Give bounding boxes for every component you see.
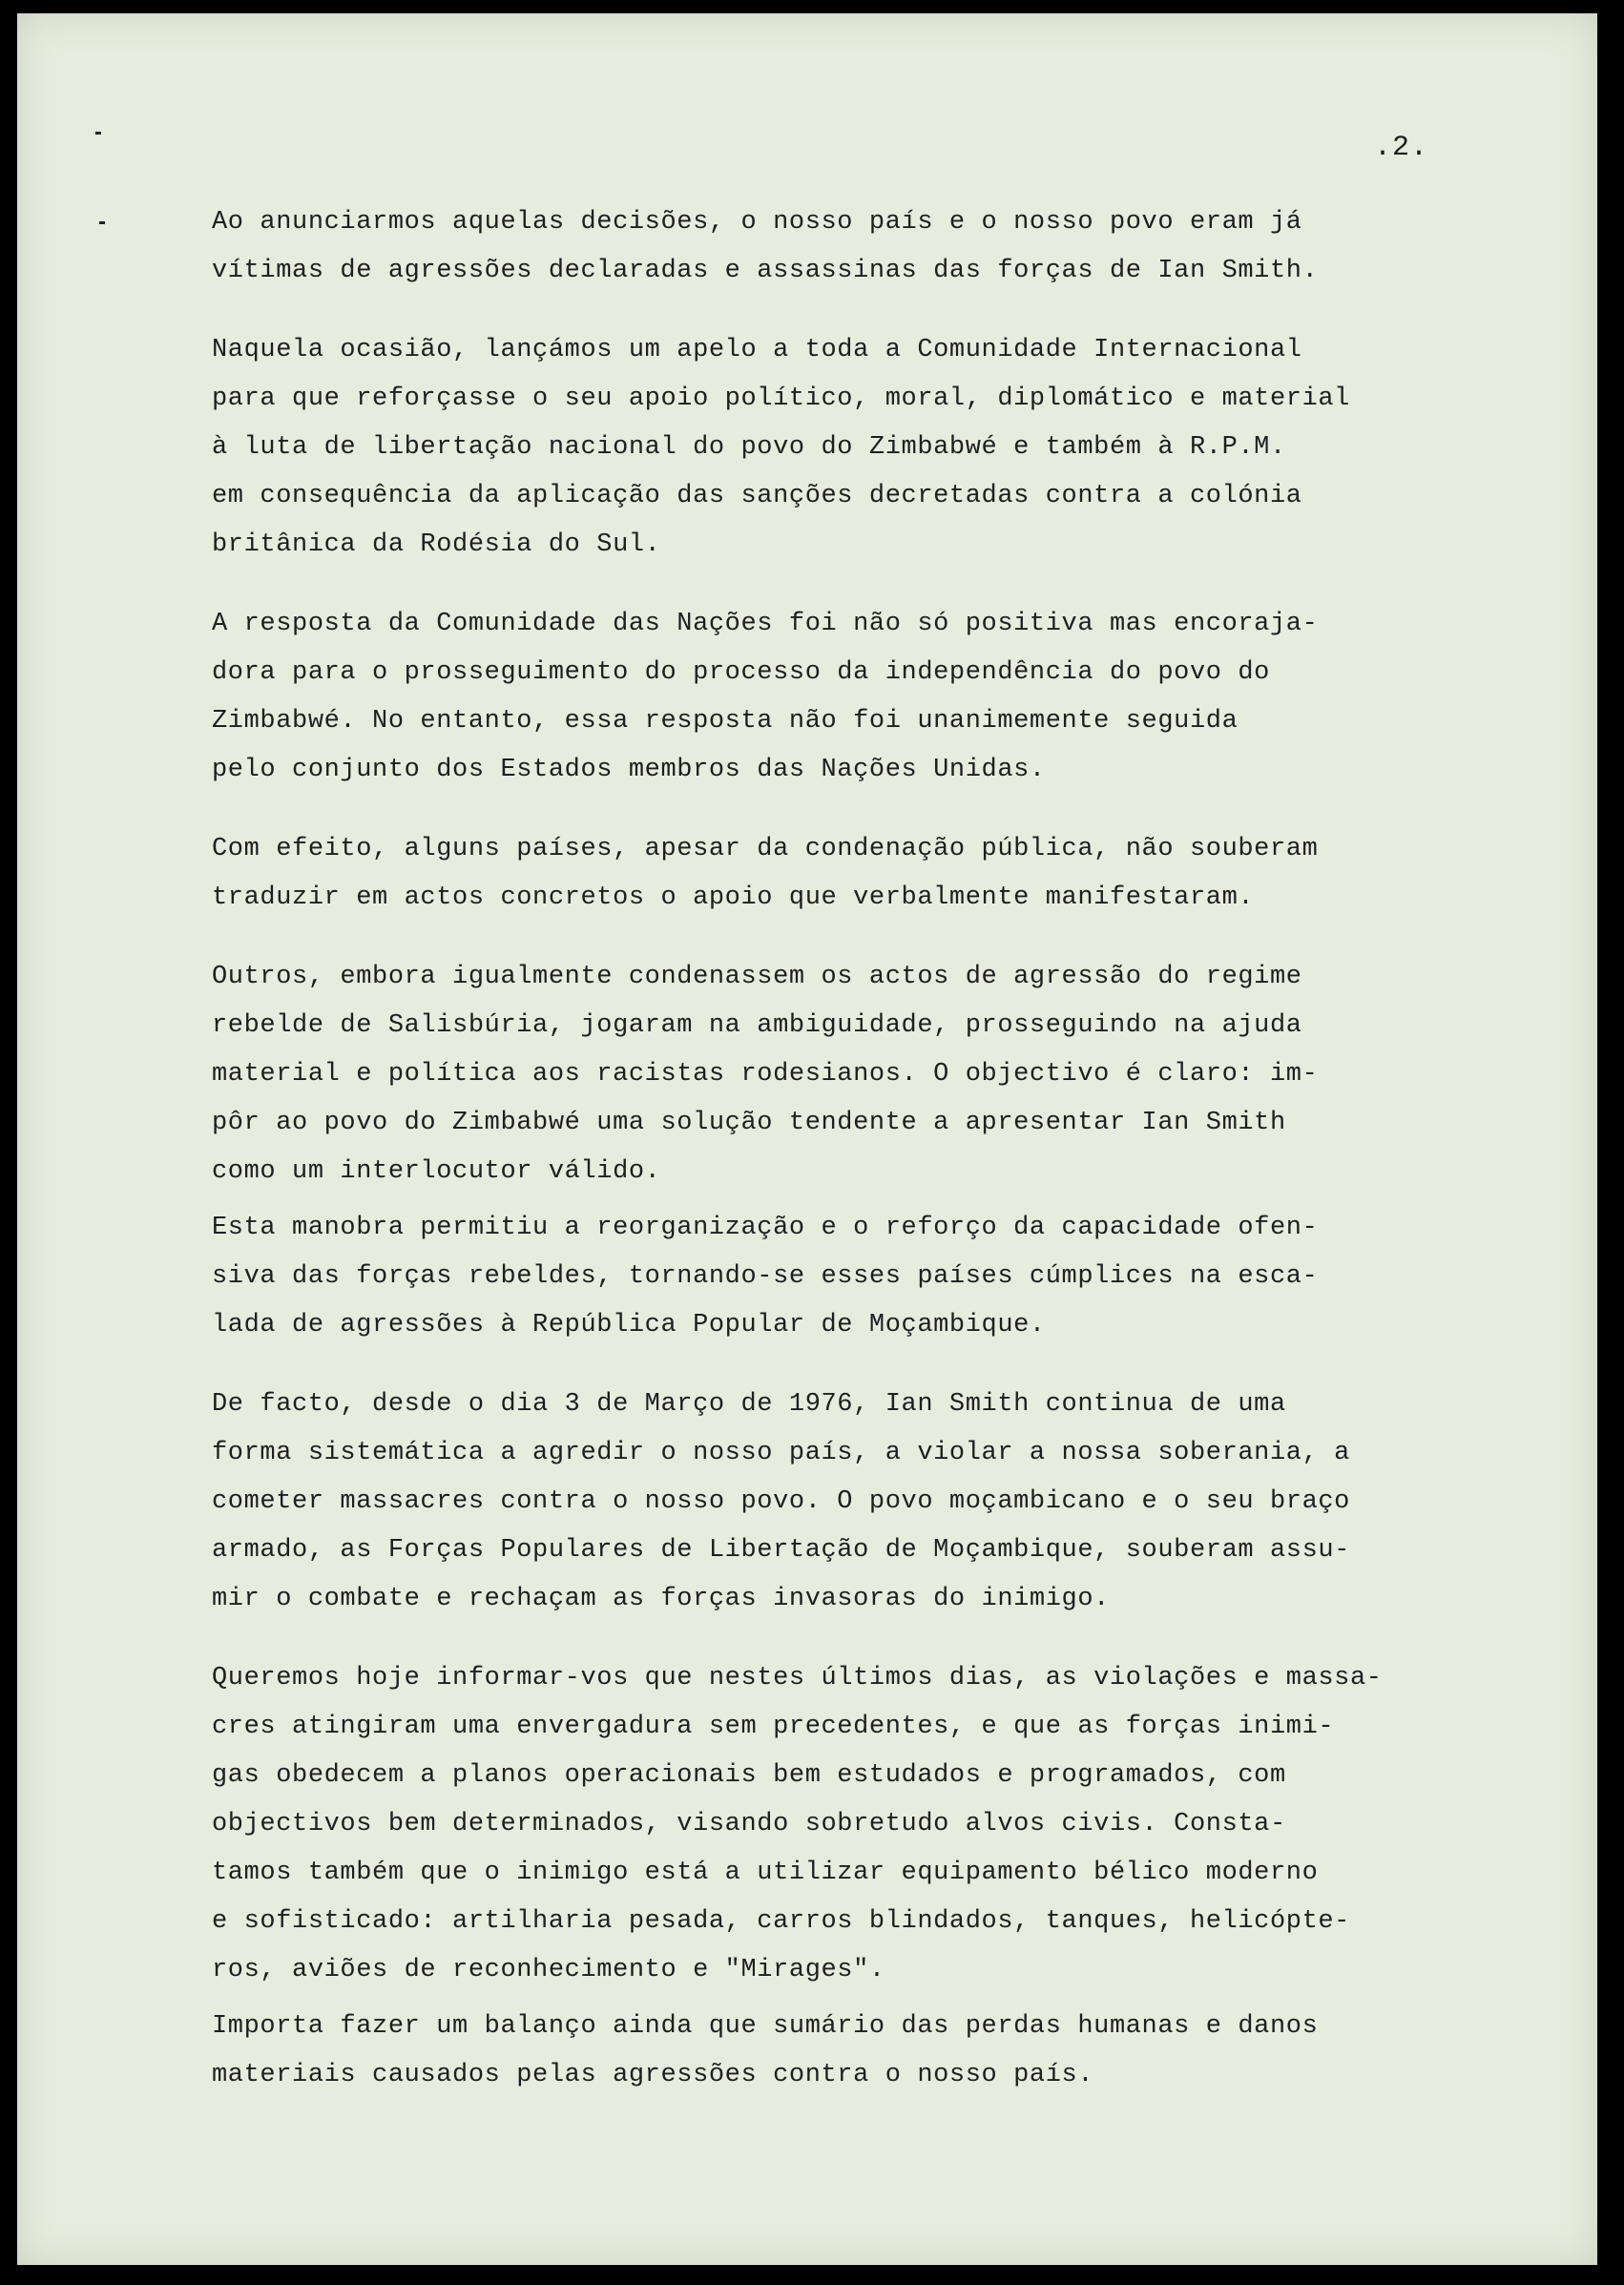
text-line: pôr ao povo do Zimbabwé uma solução tendente a apresentar Ian Smith: [212, 1109, 1286, 1137]
text-line: cres atingiram uma envergadura sem precedentes, e que as forças inimi-: [212, 1713, 1335, 1741]
text-line: Zimbabwé. No entanto, essa resposta não foi unanimemente seguida: [212, 707, 1239, 736]
paragraph-1: [212, 198, 1471, 296]
text-line: Naquela ocasião, lançámos um apelo a toda a Comunidade Internacional: [212, 336, 1302, 364]
text-line: como um interlocutor válido.: [212, 1157, 661, 1186]
text-line: à luta de libertação nacional do povo do Zimbabwé e também à R.P.M.: [212, 433, 1286, 462]
text-line: gas obedecem a planos operacionais bem estudados e programados, com: [212, 1761, 1286, 1790]
text-line: britânica da Rodésia do Sul.: [212, 530, 661, 559]
page-number: .2.: [1374, 132, 1429, 164]
paragraph-3: [212, 600, 1471, 795]
text-line: siva das forças rebeldes, tornando-se esses países cúmplices na esca-: [212, 1262, 1319, 1291]
text-line: cometer massacres contra o nosso povo. O povo moçambicano e o seu braço: [212, 1487, 1350, 1516]
paragraph-7: [212, 1381, 1471, 1624]
text-line: forma sistemática a agredir o nosso país, a violar a nossa soberania, a: [212, 1439, 1350, 1467]
text-line: ros, aviões de reconhecimento e "Mirages".: [212, 1956, 885, 1984]
text-line: para que reforçasse o seu apoio político, moral, diplomático e material: [212, 384, 1350, 413]
text-line: mir o combate e rechaçam as forças invasoras do inimigo.: [212, 1585, 1110, 1613]
text-line: objectivos bem determinados, visando sobretudo alvos civis. Consta-: [212, 1810, 1286, 1838]
margin-mark: [95, 132, 101, 135]
text-line: Com efeito, alguns países, apesar da condenação pública, não souberam: [212, 835, 1319, 863]
text-line: lada de agressões à República Popular de Moçambique.: [212, 1311, 1046, 1340]
text-line: Queremos hoje informar-vos que nestes últimos dias, as violações e massa-: [212, 1664, 1383, 1693]
text-line: Importa fazer um balanço ainda que sumário das perdas humanas e danos: [212, 2012, 1319, 2041]
text-line: De facto, desde o dia 3 de Março de 1976, Ian Smith continua de uma: [212, 1390, 1286, 1419]
text-line: pelo conjunto dos Estados membros das Nações Unidas.: [212, 756, 1046, 784]
text-line: vítimas de agressões declaradas e assassinas das forças de Ian Smith.: [212, 257, 1319, 285]
paragraph-4: [212, 825, 1471, 923]
text-line: rebelde de Salisbúria, jogaram na ambiguidade, prosseguindo na ajuda: [212, 1011, 1302, 1040]
paragraph-6: [212, 1204, 1471, 1350]
text-line: e sofisticado: artilharia pesada, carros blindados, tanques, helicópte-: [212, 1907, 1350, 1936]
paragraph-9: [212, 2003, 1471, 2100]
text-line: material e política aos racistas rodesianos. O objectivo é claro: im-: [212, 1060, 1319, 1089]
text-line: traduzir em actos concretos o apoio que verbalmente manifestaram.: [212, 883, 1255, 912]
text-line: Esta manobra permitiu a reorganização e o reforço da capacidade ofen-: [212, 1214, 1319, 1242]
text-line: tamos também que o inimigo está a utilizar equipamento bélico moderno: [212, 1859, 1319, 1887]
paragraph-8: [212, 1654, 1471, 1995]
paragraph-5: [212, 953, 1471, 1196]
text-line: armado, as Forças Populares de Libertação de Moçambique, souberam assu-: [212, 1536, 1350, 1565]
text-line: Ao anunciarmos aquelas decisões, o nosso país e o nosso povo eram já: [212, 208, 1302, 237]
paragraph-2: [212, 326, 1471, 570]
text-line: Outros, embora igualmente condenassem os actos de agressão do regime: [212, 963, 1302, 991]
text-line: em consequência da aplicação das sanções decretadas contra a colónia: [212, 482, 1302, 510]
text-line: materiais causados pelas agressões contra o nosso país.: [212, 2061, 1094, 2089]
text-line: A resposta da Comunidade das Nações foi não só positiva mas encoraja-: [212, 610, 1319, 638]
margin-mark: [99, 221, 105, 224]
text-line: dora para o prosseguimento do processo da independência do povo do: [212, 658, 1270, 687]
document-body: [212, 198, 1471, 2100]
